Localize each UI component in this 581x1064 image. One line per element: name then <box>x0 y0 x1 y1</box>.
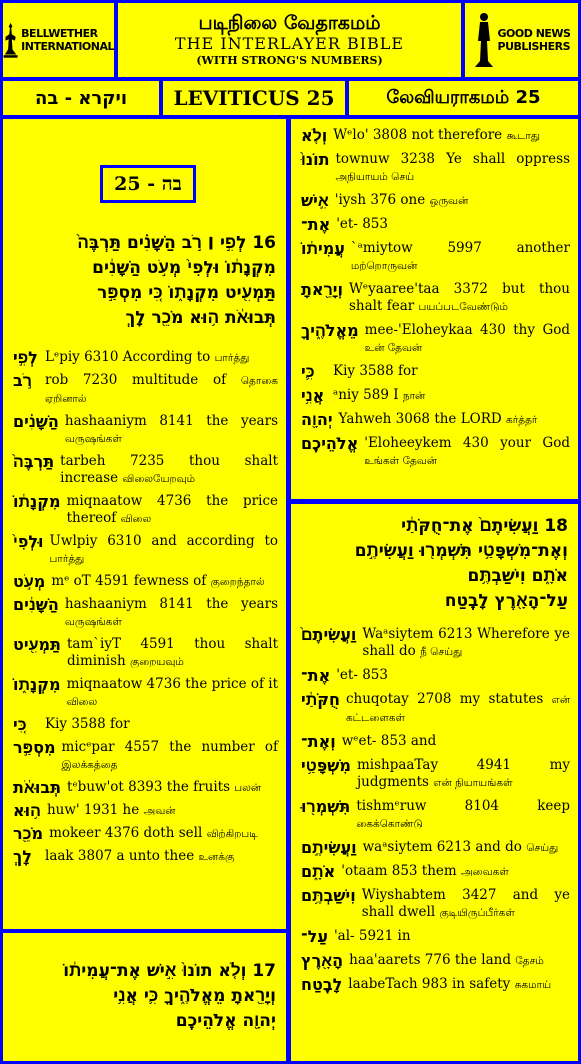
interlinear-entry <box>301 411 570 429</box>
english-gloss: 'otaam 853 them <box>341 863 457 879</box>
tamil-gloss: அநியாயம் செய் <box>335 171 415 183</box>
hebrew-line: 17 וְלֹ֤א תוֹנוּ֙ אִ֣ישׁ אֶת־עֲמִית֔וֹ <box>63 961 276 981</box>
english-gloss: townuw 3238 Ye shall oppress <box>335 151 570 167</box>
tamil-gloss: கூடாது <box>506 130 540 142</box>
interlinear-entry <box>301 322 570 357</box>
english-gloss: hashaaniym 8141 the years <box>64 596 278 612</box>
verse-16-panel <box>3 119 286 929</box>
hebrew-line: אֹתָ֑ם וִישַׁבְתֶּ֥ם <box>467 566 568 586</box>
gloss-text <box>67 779 278 797</box>
hebrew-word: מִקְנָת֔וֹ <box>13 492 61 511</box>
left-logo-line1: BELLWETHER <box>21 27 98 40</box>
gloss-text <box>45 716 278 734</box>
interlinear-entry <box>301 192 570 210</box>
seated-figure-logo-icon <box>3 11 18 69</box>
hebrew-line: יְהוָ֖ה אֱלֹהֵיכֶֽם <box>175 1011 276 1031</box>
gloss-text <box>49 825 278 843</box>
hebrew-word: וִישַׁבְתֶּ֥ם <box>301 886 356 905</box>
nav-english-label: LEVITICUS 25 <box>173 86 335 110</box>
gloss-text <box>62 739 278 774</box>
gloss-text <box>362 887 570 922</box>
tamil-gloss: அவன் <box>143 805 176 817</box>
gloss-text <box>362 626 570 661</box>
gloss-text <box>339 411 570 429</box>
verse-17-interlinear-list <box>301 127 570 476</box>
hebrew-word: תְּבוּאֹ֔ת <box>13 778 62 797</box>
tamil-gloss: தேசம் <box>515 955 544 967</box>
nav-tamil-label: லேவியராகமம் 25 <box>386 86 541 108</box>
hebrew-word: רֹ֣ב <box>13 371 32 390</box>
interlinear-entry <box>301 363 570 381</box>
gloss-text <box>334 928 570 946</box>
english-gloss: 'iysh 376 one <box>334 192 426 208</box>
hebrew-line: 16 לְפִ֣י ׀ רֹ֣ב הַשָּׁנִ֗ים תַּרְבֶּה֙ <box>77 233 276 253</box>
tamil-gloss: குறையவும் <box>130 656 184 668</box>
english-gloss: haa'aarets 776 the land <box>349 952 511 968</box>
gloss-text <box>349 281 570 316</box>
nav-hebrew-book <box>3 81 159 115</box>
gloss-text <box>336 216 570 234</box>
tamil-gloss: விலையேறவும் <box>122 473 196 485</box>
english-gloss: Wᵉyaaree'taa 3372 but thou shalt fear <box>349 281 570 314</box>
interlinear-entry <box>301 691 570 727</box>
gloss-text <box>336 667 570 685</box>
verse-18-hebrew <box>301 514 568 614</box>
hebrew-word: עַל־ <box>301 927 328 946</box>
right-logo-line2: PUBLISHERS <box>497 40 571 53</box>
interlinear-entry <box>301 435 570 470</box>
english-gloss: miqnaatow 4736 the price thereof <box>66 493 278 526</box>
tamil-gloss: மற்றொருவன் <box>350 260 418 272</box>
hebrew-word: כִּ֚י <box>13 715 27 734</box>
english-gloss: Wiyshabtem 3427 and ye shall dwell <box>361 887 570 920</box>
interlinear-entry <box>13 453 278 488</box>
verse-17-hebrew <box>13 959 276 1034</box>
gloss-text <box>50 533 278 568</box>
hebrew-line: וְיָרֵ֖אתָ מֵאֱלֹהֶ֑יךָ כִּ֛י אֲנִ֥י <box>113 986 276 1006</box>
interlinear-entry <box>13 676 278 711</box>
english-gloss: huw' 1931 he <box>46 802 140 818</box>
hebrew-word: לָבֶֽטַח <box>301 975 343 994</box>
interlinear-entry <box>301 733 570 751</box>
hebrew-line: וְאֶת־מִשְׁפָּטַ֥י תִּשְׁמְר֖וּ וַעֲשִׂיתֶ֣ם <box>354 541 568 561</box>
interlinear-entry <box>13 533 278 568</box>
hebrew-word: ה֥וּא <box>13 801 41 820</box>
english-gloss: mᵉ oT 4591 fewness of <box>51 573 207 589</box>
interlinear-entry <box>13 739 278 774</box>
nav-english-book <box>163 81 345 115</box>
english-gloss: ᵃniy 589 I <box>333 387 399 403</box>
english-gloss: chuqotay 2708 my statutes <box>345 691 544 707</box>
interlinear-entry <box>13 596 278 631</box>
nav-tamil-book <box>349 81 578 115</box>
hebrew-word: כִּ֛י <box>301 362 315 381</box>
tamil-gloss: பயப்படவேண்டும் <box>418 301 508 313</box>
tamil-gloss: வருஷங்கள் <box>64 433 122 445</box>
interlinear-entry <box>301 798 570 833</box>
chapter-label: בה - 25 <box>114 172 182 195</box>
interlinear-entry <box>13 802 278 820</box>
english-gloss: mokeer 4376 doth sell <box>49 825 203 841</box>
hebrew-word: אֱלֹהֵיכֶֽם <box>301 434 359 453</box>
interlinear-entry <box>301 387 570 405</box>
english-gloss: 'et- 853 <box>336 216 388 232</box>
tamil-gloss: குறைந்தால் <box>210 576 265 588</box>
gloss-text <box>51 573 278 591</box>
gloss-text <box>365 322 570 357</box>
english-gloss: tᵉbuw'ot 8393 the fruits <box>67 779 230 795</box>
gloss-text <box>67 676 278 711</box>
tamil-gloss: அவைகள் <box>461 866 509 878</box>
english-gloss: 'Eloheeykem 430 your God <box>364 435 570 451</box>
tamil-gloss: ஒருவன் <box>429 195 469 207</box>
tamil-gloss: பார்த்து <box>214 352 250 364</box>
gloss-text <box>342 733 570 751</box>
interlinear-entry <box>13 413 278 448</box>
english-gloss: micᵉpar 4557 the number of <box>61 739 278 755</box>
gloss-text <box>349 952 570 970</box>
interlinear-entry <box>301 952 570 970</box>
gloss-text <box>45 349 278 367</box>
english-gloss: hashaaniym 8141 the years <box>64 413 278 429</box>
tamil-title: படிநிலை வேதாகமம் <box>198 12 381 34</box>
hebrew-word: חֻקֹּתַ֔י <box>301 690 340 709</box>
hebrew-line: מִקְנָת֔וֹ וּלְפִי֙ מְעֹ֣ט הַשָּׁנִ֔ים <box>92 258 276 278</box>
interlinear-entry <box>301 976 570 994</box>
english-gloss: laabeTach 983 in safety <box>348 976 511 992</box>
interlinear-entry <box>13 848 278 866</box>
tamil-gloss: விற்கிறபடி <box>206 828 258 840</box>
verse-17-gloss-panel <box>291 119 578 499</box>
hebrew-line: עַל־הָאָ֖רֶץ לָבֶֽטַח <box>444 591 568 611</box>
publisher-logo-left <box>3 3 114 77</box>
gloss-text <box>348 976 570 994</box>
hebrew-word: מֵאֱלֹהֶ֑יךָ <box>301 321 359 340</box>
english-gloss: `ᵃmiytow 5997 another <box>350 240 570 256</box>
interlinear-entry <box>301 151 570 186</box>
interlinear-entry <box>301 127 570 145</box>
verse-16-hebrew <box>13 231 276 331</box>
gloss-text <box>45 848 278 866</box>
interlinear-entry <box>301 626 570 661</box>
gloss-text <box>65 596 278 631</box>
left-logo-line2: INTERNATIONAL <box>21 40 114 53</box>
hebrew-word: אִ֣ישׁ <box>301 191 329 210</box>
gloss-text <box>357 757 570 792</box>
tamil-gloss: வருஷங்கள் <box>64 616 122 628</box>
gloss-text <box>65 413 278 448</box>
english-gloss: Wᵉlo' 3808 not therefore <box>333 127 503 143</box>
english-gloss: tam`iyT 4591 thou shalt diminish <box>66 636 278 669</box>
hebrew-word: אֹתָ֑ם <box>301 862 336 881</box>
gloss-text <box>335 192 570 210</box>
publisher-logo-right <box>465 3 578 77</box>
english-gloss: tarbeh 7235 thou shalt increase <box>60 453 278 486</box>
hebrew-word: הָאָ֖רֶץ <box>301 951 344 970</box>
english-gloss: Waᵃsiytem 6213 Wherefore ye shall do <box>362 626 570 659</box>
tamil-gloss: பார்த்து <box>49 553 85 565</box>
subtitle: (WITH STRONG'S NUMBERS) <box>196 54 383 67</box>
gloss-text <box>341 863 570 881</box>
english-gloss: Lᵉpiy 6310 According to <box>45 349 211 365</box>
english-gloss: Kiy 3588 for <box>45 716 130 732</box>
tamil-gloss: என் கட்டளைகள் <box>345 694 570 724</box>
hebrew-word: וַעֲשִׂיתֶ֣ם <box>301 838 357 857</box>
gloss-text <box>351 240 570 275</box>
gloss-text <box>333 127 570 145</box>
verse-17-panel <box>3 933 286 1061</box>
tamil-gloss: விலை <box>120 513 152 525</box>
english-gloss: tishmᵉruw 8104 keep <box>356 798 570 814</box>
right-logo-line1: GOOD NEWS <box>497 27 571 40</box>
hebrew-word: מְעֹ֣ט <box>13 572 46 591</box>
tamil-gloss: நான் <box>402 390 426 402</box>
hebrew-word: וְאֶת־ <box>301 732 336 751</box>
english-gloss: laak 3807 a unto thee <box>45 848 195 864</box>
hebrew-word: יְהוָ֖ה <box>301 410 333 429</box>
gloss-text <box>364 435 570 470</box>
english-gloss: rob 7230 multitude of <box>45 372 227 388</box>
hebrew-word: וְלֹ֤א <box>301 126 328 145</box>
hebrew-word: תַּמְעִ֖יט <box>13 635 61 654</box>
hebrew-word: הַשָּׁנִ֗ים <box>13 412 59 431</box>
tamil-gloss: உனக்கு <box>198 851 235 863</box>
tamil-gloss: நீ செய்து <box>420 646 463 658</box>
interlinear-entry <box>301 667 570 685</box>
interlinear-entry <box>13 716 278 734</box>
english-gloss: 'et- 853 <box>336 667 388 683</box>
gloss-text <box>67 493 278 528</box>
interlinear-entry <box>301 240 570 275</box>
verse-16-interlinear-list <box>13 349 278 871</box>
interlinear-entry <box>301 863 570 881</box>
interlinear-entry <box>301 216 570 234</box>
interlinear-entry <box>301 757 570 792</box>
gloss-text <box>67 636 278 671</box>
hebrew-word: לָֽךְ <box>13 847 32 866</box>
interlinear-entry <box>13 779 278 797</box>
english-gloss: 'al- 5921 in <box>333 928 411 944</box>
english-gloss: wᵉet- 853 and <box>341 733 437 749</box>
hebrew-word: מֹכֵ֖ר <box>13 824 44 843</box>
hebrew-word: אֶת־ <box>301 215 331 234</box>
hebrew-word: תַּרְבֶּה֙ <box>13 452 55 471</box>
hebrew-word: מִשְׁפָּטַ֥י <box>301 756 351 775</box>
tamil-gloss: சுகமாய் <box>514 979 552 991</box>
interlinear-entry <box>13 493 278 528</box>
interlinear-entry <box>301 839 570 857</box>
english-gloss: miqnaatow 4736 the price of it <box>66 676 279 692</box>
interlinear-entry <box>13 636 278 671</box>
tamil-gloss: என் நியாயங்கள் <box>433 777 513 789</box>
english-gloss: waᵃsiytem 6213 and do <box>362 839 522 855</box>
tamil-gloss: செய்து <box>526 842 559 854</box>
hebrew-word: מִסְפַּ֣ר <box>13 738 56 757</box>
hebrew-word: עֲמִית֔וֹ <box>301 239 345 258</box>
hebrew-word: מִקְנָת֑וֹ <box>13 675 61 694</box>
interlinear-entry <box>13 573 278 591</box>
gloss-text <box>336 151 571 186</box>
title-block <box>118 3 461 77</box>
chapter-box <box>100 165 196 203</box>
hebrew-line: תְּבוּאֹ֔ת ה֥וּא מֹכֵ֖ר לָֽךְ <box>125 308 276 328</box>
figure-logo-icon <box>473 11 495 69</box>
tamil-gloss: உன் தேவன் <box>364 342 423 354</box>
tamil-gloss: பலன் <box>234 782 262 794</box>
interlinear-entry <box>301 928 570 946</box>
interlinear-entry <box>301 281 570 316</box>
gloss-text <box>356 798 570 833</box>
hebrew-word: וּלְפִי֙ <box>13 532 44 551</box>
english-title: THE INTERLAYER BIBLE <box>174 34 405 53</box>
hebrew-line: 18 וַעֲשִׂיתֶם֙ אֶת־חֻקֹּתַ֔י <box>401 516 568 536</box>
gloss-text <box>333 363 570 381</box>
hebrew-word: אֲנִ֥י <box>301 386 325 405</box>
tamil-gloss: இலக்கத்தை <box>61 759 118 771</box>
tamil-gloss: விலை <box>66 696 98 708</box>
english-gloss: Kiy 3588 for <box>333 363 418 379</box>
gloss-text <box>45 372 278 408</box>
english-gloss: mee-'Eloheykaa 430 thy God <box>364 322 570 338</box>
english-gloss: Uwlpiy 6310 and according to <box>49 533 278 549</box>
nav-hebrew-label: ויקרא - בה <box>34 87 128 109</box>
english-gloss: Yahweh 3068 the LORD <box>338 411 502 427</box>
tamil-gloss: கைக்கொண்டு <box>356 818 423 830</box>
interlinear-entry <box>13 825 278 843</box>
interlinear-entry <box>13 372 278 408</box>
verse-18-interlinear-list <box>301 626 570 1000</box>
gloss-text <box>47 802 278 820</box>
tamil-gloss: உங்கள் தேவன் <box>364 455 438 467</box>
hebrew-word: הַשָּׁנִ֔ים <box>13 595 59 614</box>
hebrew-word: תוֹנוּ֙ <box>301 150 330 169</box>
english-gloss: mishpaaTay 4941 my judgments <box>356 757 570 790</box>
tamil-gloss: குடியிருப்பீர்கள் <box>439 907 515 919</box>
tamil-gloss: கர்த்தர் <box>506 414 538 426</box>
hebrew-line: תַּמְעִ֖יט מִקְנָת֑וֹ כִּ֚י מִסְפַּ֣ר <box>97 283 276 303</box>
hebrew-word: וַעֲשִׂיתֶם֙ <box>301 625 357 644</box>
gloss-text <box>333 387 570 405</box>
interlinear-entry <box>301 887 570 922</box>
hebrew-word: וְיָרֵ֖אתָ <box>301 280 343 299</box>
gloss-text <box>346 691 570 727</box>
hebrew-word: אֶת־ <box>301 666 331 685</box>
hebrew-word: תִּשְׁמְר֖וּ <box>301 797 351 816</box>
gloss-text <box>60 453 278 488</box>
tamil-gloss: தொகை ஏறினால் <box>45 375 279 405</box>
interlinear-entry <box>13 349 278 367</box>
hebrew-word: לְפִ֣י <box>13 348 38 367</box>
verse-18-panel <box>291 504 578 1061</box>
gloss-text <box>363 839 570 857</box>
